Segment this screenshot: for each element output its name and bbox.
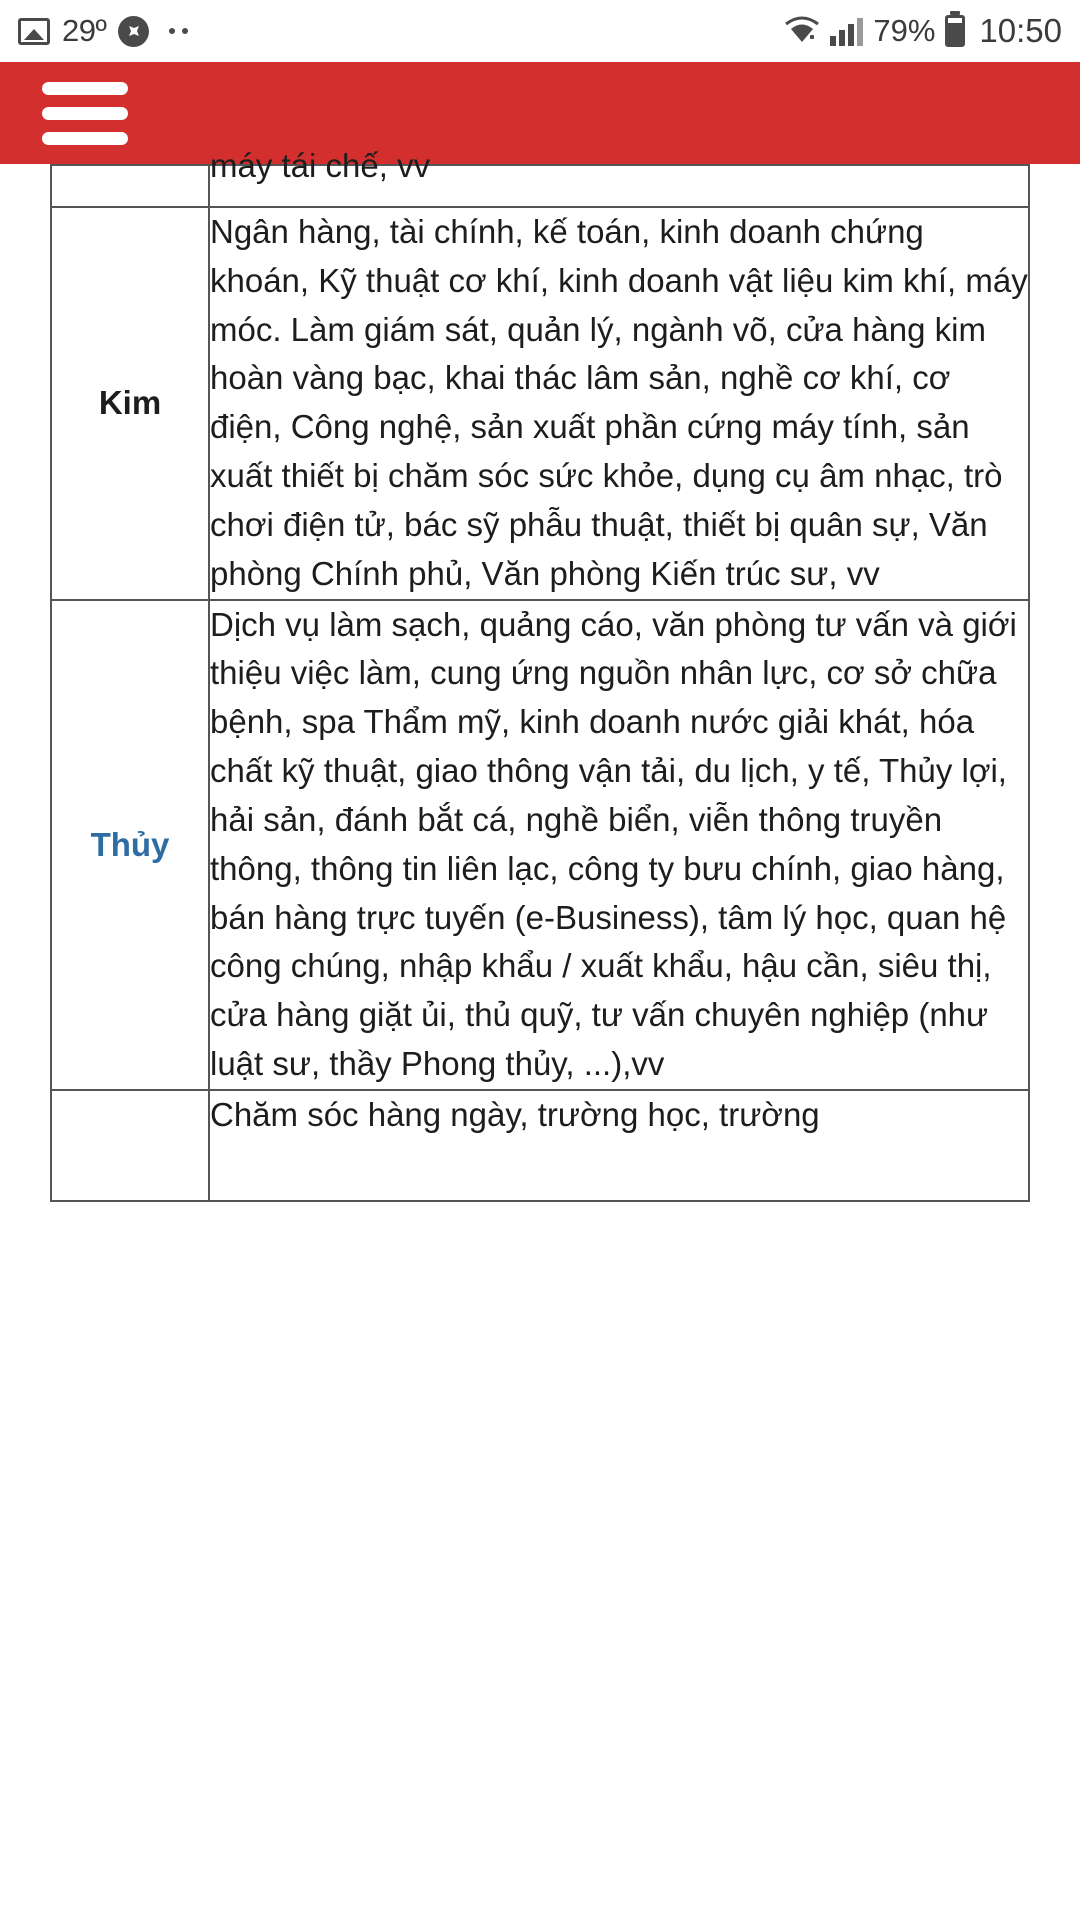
table-row [51, 165, 1029, 207]
hamburger-menu-icon[interactable] [42, 82, 128, 145]
row-label-cell [51, 165, 209, 207]
photo-icon [18, 18, 50, 45]
row-description: Chăm sóc hàng ngày, trường học, trường [210, 1095, 820, 1133]
row-description: Ngân hàng, tài chính, kế toán, kinh doanh chứng khoán, Kỹ thuật cơ khí, kinh doanh vật liệu kim khí, máy móc. Làm giám sát, quản lý, ngành võ, cửa hàng kim hoàn vàng bạc, khai thác lâm sản, nghề cơ khí, cơ điện, Công nghệ, sản xuất phần cứng máy tính, sản xuất thiết bị chăm sóc sức khỏe, dụng cụ âm nhạc, trò chơi điện tử, bác sỹ phẫu thuật, thiết bị quân sự, Văn phòng Chính phủ, Văn phòng Kiến trúc sư, vv [210, 213, 1028, 592]
elements-occupations-table [50, 147, 1030, 1202]
row-label: Kim [98, 384, 162, 422]
status-bar [0, 0, 1080, 62]
status-bar-left [18, 13, 188, 49]
row-description: máy tái chế, vv [210, 147, 431, 184]
row-label: Thủy [90, 825, 170, 863]
row-description: Dịch vụ làm sạch, quảng cáo, văn phòng tư vấn và giới thiệu việc làm, cung ứng nguồn nhân lực, cơ sở chữa bệnh, spa Thẩm mỹ, kinh doanh nước giải khát, hóa chất kỹ thuật, giao thông vận tải, du lịch, y tế, Thủy lợi, hải sản, đánh bắt cá, nghề biển, viễn thông truyền thông, thông tin liên lạc, công ty bưu chính, giao hàng, bán hàng trực tuyến (e-Business), tâm lý học, quan hệ công chúng, nhập khẩu / xuất khẩu, hậu cần, siêu thị, cửa hàng giặt ủi, thủ quỹ, tư vấn chuyên nghiệp (như luật sư, thầy Phong thủy, ...),vv [210, 605, 1017, 1083]
row-label-cell [51, 1090, 209, 1201]
more-dots-icon [169, 28, 188, 34]
cellular-signal-icon [830, 16, 863, 46]
table-row [51, 1090, 1029, 1201]
page-content[interactable] [0, 147, 1080, 1920]
compass-icon [118, 16, 149, 47]
row-description-cell [209, 207, 1029, 600]
row-description-cell [209, 600, 1029, 1090]
clock-label: 10:50 [979, 12, 1062, 49]
temperature-label: 29º [62, 13, 107, 48]
battery-percent-label: 79% [873, 13, 936, 48]
wifi-icon [784, 17, 820, 45]
row-description-cell [209, 1090, 1029, 1201]
table-row [51, 600, 1029, 1090]
row-description-cell [209, 147, 1029, 207]
status-bar-right [784, 12, 1062, 50]
battery-icon [945, 15, 965, 47]
row-label-cell [51, 600, 209, 1090]
table-row [51, 207, 1029, 600]
row-label-cell [51, 207, 209, 600]
